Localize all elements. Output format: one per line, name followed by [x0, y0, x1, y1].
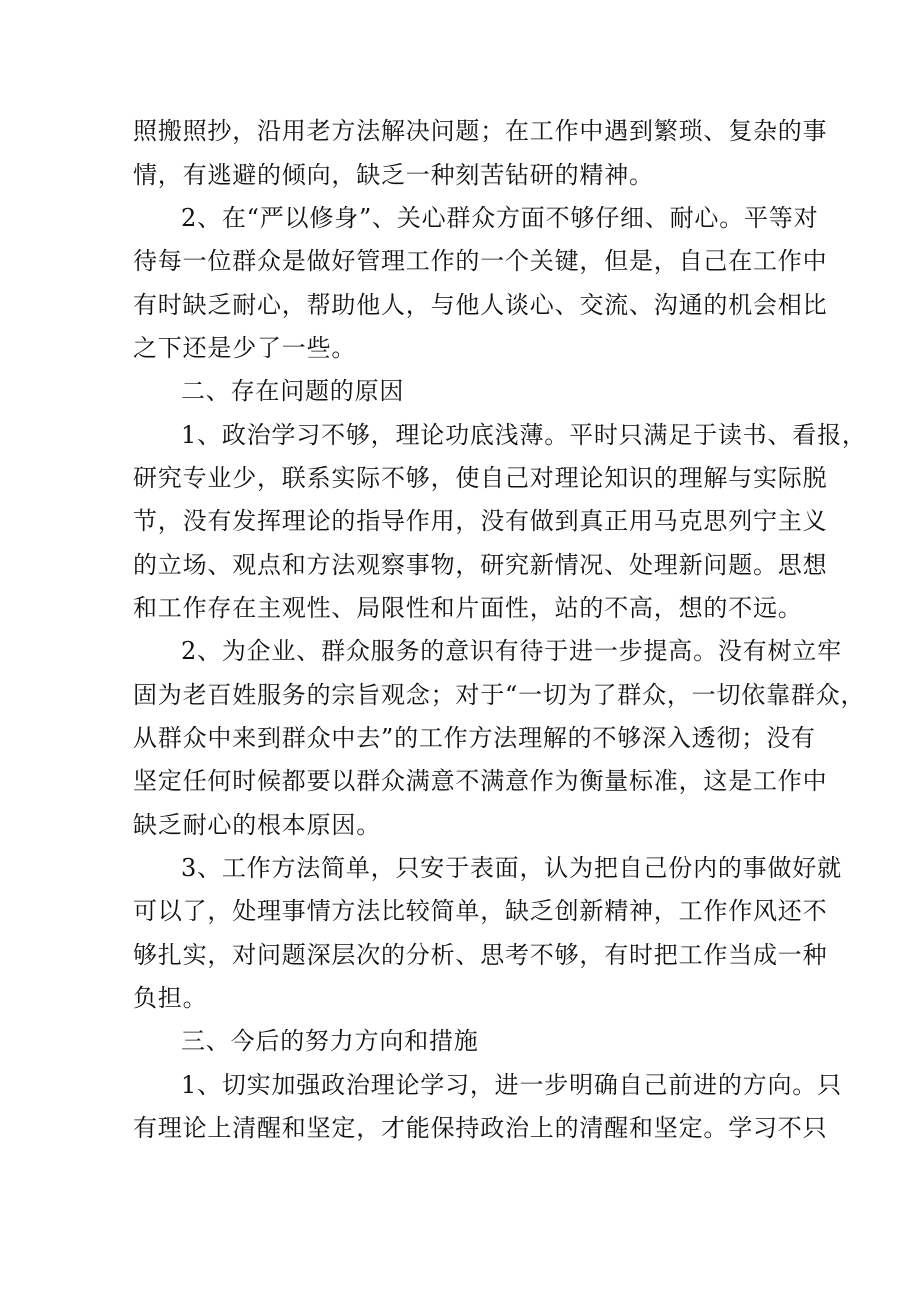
text-line: 缺乏耐心的根本原因。 — [133, 811, 381, 839]
section-heading: 三、今后的努力方向和措施 — [181, 1027, 479, 1055]
text-line: 情，有逃避的倾向，缺乏一种刻苦钻研的精神。 — [133, 161, 654, 189]
text-line: 之下还是少了一些。 — [133, 334, 357, 362]
text-line: 有理论上清醒和坚定，才能保持政治上的清醒和坚定。学习不只 — [133, 1114, 828, 1142]
text-line: 待每一位群众是做好管理工作的一个关键，但是，自己在工作中 — [133, 247, 828, 275]
text-line: 和工作存在主观性、局限性和片面性，站的不高，想的不远。 — [133, 594, 803, 622]
paragraph-start: 2、在“严以修身”、关心群众方面不够仔细、耐心。平等对 — [181, 204, 819, 232]
text-line: 固为老百姓服务的宗旨观念；对于“一切为了群众，一切依靠群众， — [133, 681, 866, 709]
text-line: 的立场、观点和方法观察事物，研究新情况、处理新问题。思想 — [133, 551, 828, 579]
text-line: 从群众中来到群众中去”的工作方法理解的不够深入透彻；没有 — [133, 724, 816, 752]
text-line: 照搬照抄，沿用老方法解决问题；在工作中遇到繁琐、复杂的事 — [133, 117, 828, 145]
paragraph-start: 3、工作方法简单，只安于表面，认为把自己份内的事做好就 — [181, 854, 842, 882]
text-line: 有时缺乏耐心，帮助他人，与他人谈心、交流、沟通的机会相比 — [133, 291, 828, 319]
text-line: 研究专业少，联系实际不够，使自己对理论知识的理解与实际脱 — [133, 464, 828, 492]
section-heading: 二、存在问题的原因 — [181, 377, 405, 405]
text-line: 负担。 — [133, 984, 208, 1012]
text-line: 可以了，处理事情方法比较简单，缺乏创新精神，工作作风还不 — [133, 897, 828, 925]
paragraph-start: 1、切实加强政治理论学习，进一步明确自己前进的方向。只 — [181, 1071, 842, 1099]
text-line: 坚定任何时候都要以群众满意不满意作为衡量标准，这是工作中 — [133, 767, 828, 795]
text-line: 够扎实，对问题深层次的分析、思考不够，有时把工作当成一种 — [133, 941, 828, 969]
text-line: 节，没有发挥理论的指导作用，没有做到真正用马克思列宁主义 — [133, 507, 828, 535]
paragraph-start: 2、为企业、群众服务的意识有待于进一步提高。没有树立牢 — [181, 637, 842, 665]
paragraph-start: 1、政治学习不够，理论功底浅薄。平时只满足于读书、看报， — [181, 421, 867, 449]
